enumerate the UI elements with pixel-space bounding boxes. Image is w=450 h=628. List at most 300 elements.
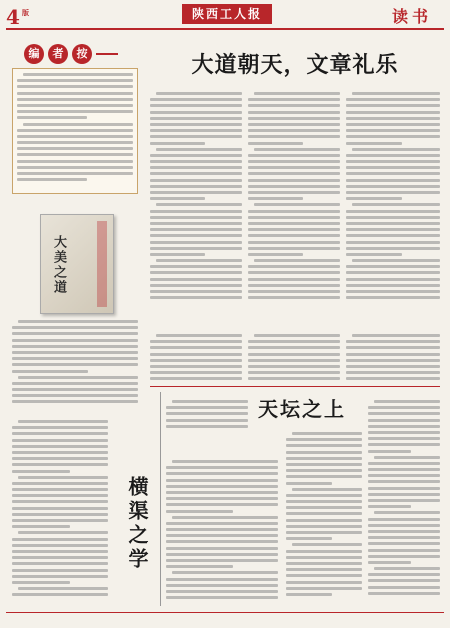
text-line: [368, 450, 411, 453]
text-line: [368, 468, 440, 471]
text-line: [346, 284, 440, 287]
text-line: [248, 117, 340, 120]
text-line: [166, 406, 248, 409]
text-line: [346, 185, 440, 188]
text-line: [368, 518, 440, 521]
text-line: [166, 419, 248, 422]
text-line: [150, 346, 242, 349]
text-line: [368, 524, 440, 527]
text-line: [248, 271, 340, 274]
text-line: [374, 400, 440, 403]
text-line: [18, 420, 108, 423]
text-line: [248, 210, 340, 213]
third-headline: 横渠之学: [125, 476, 149, 572]
text-line: [12, 339, 138, 342]
text-line: [248, 191, 340, 194]
text-line: [248, 228, 340, 231]
text-line: [248, 359, 340, 362]
text-line: [346, 142, 402, 145]
text-line: [368, 579, 440, 582]
text-line: [17, 178, 87, 181]
text-line: [286, 475, 362, 478]
text-line: [346, 365, 440, 368]
text-line: [166, 590, 278, 593]
text-line: [150, 216, 242, 219]
text-line: [12, 463, 108, 466]
text-line: [17, 153, 133, 156]
text-line: [248, 234, 340, 237]
text-line: [286, 550, 362, 553]
main-article-column-1-cont: [150, 334, 242, 384]
text-line: [346, 135, 440, 138]
text-line: [12, 326, 138, 329]
book-cover-stripe: [97, 221, 107, 307]
text-line: [346, 271, 440, 274]
main-article-column-2-cont: [248, 334, 340, 384]
text-line: [248, 241, 340, 244]
editor-note-rule: [96, 53, 118, 55]
text-line: [12, 426, 108, 429]
text-line: [12, 507, 108, 510]
text-line: [248, 216, 340, 219]
text-line: [368, 462, 440, 465]
text-line: [368, 443, 440, 446]
text-line: [12, 482, 108, 485]
text-line: [286, 512, 362, 515]
text-line: [286, 587, 362, 590]
text-line: [166, 510, 233, 513]
text-line: [292, 543, 362, 546]
text-line: [286, 531, 362, 534]
text-line: [150, 359, 242, 362]
text-line: [18, 476, 108, 479]
text-line: [12, 593, 108, 596]
text-line: [286, 519, 362, 522]
text-line: [286, 537, 332, 540]
text-line: [286, 482, 332, 485]
text-line: [150, 365, 242, 368]
text-line: [150, 111, 242, 114]
text-line: [150, 222, 242, 225]
text-line: [374, 511, 440, 514]
text-line: [248, 197, 303, 200]
main-article-column-2: [248, 92, 340, 302]
text-line: [150, 135, 242, 138]
text-line: [368, 592, 440, 595]
text-line: [12, 525, 70, 528]
main-article-column-1: [150, 92, 242, 302]
text-line: [346, 222, 440, 225]
text-line: [352, 148, 440, 151]
text-line: [286, 457, 362, 460]
text-line: [248, 365, 340, 368]
text-line: [286, 581, 362, 584]
text-line: [368, 493, 440, 496]
text-line: [12, 513, 108, 516]
text-line: [346, 98, 440, 101]
text-line: [156, 92, 242, 95]
text-line: [292, 488, 362, 491]
text-line: [12, 550, 108, 553]
text-line: [12, 382, 138, 385]
text-line: [166, 565, 233, 568]
text-line: [346, 104, 440, 107]
text-line: [286, 500, 362, 503]
text-line: [254, 148, 340, 151]
text-line: [374, 567, 440, 570]
text-line: [172, 400, 248, 403]
text-line: [17, 104, 133, 107]
text-line: [346, 371, 440, 374]
text-line: [156, 203, 242, 206]
text-line: [248, 172, 340, 175]
text-line: [248, 166, 340, 169]
text-line: [150, 197, 205, 200]
text-line: [346, 111, 440, 114]
text-line: [150, 210, 242, 213]
text-line: [150, 284, 242, 287]
editor-note-char-2: 者: [48, 44, 68, 64]
text-line: [150, 185, 242, 188]
text-line: [346, 210, 440, 213]
text-line: [368, 431, 440, 434]
text-line: [368, 425, 440, 428]
text-line: [12, 562, 108, 565]
main-article-column-3-cont: [346, 334, 440, 384]
text-line: [166, 522, 278, 525]
text-line: [150, 154, 242, 157]
text-line: [12, 363, 138, 366]
text-line: [12, 345, 138, 348]
text-line: [368, 530, 440, 533]
text-line: [248, 123, 340, 126]
text-line: [286, 463, 362, 466]
text-line: [346, 123, 440, 126]
book-cover-title: 大美之道: [51, 235, 66, 295]
text-line: [12, 569, 108, 572]
text-line: [346, 117, 440, 120]
text-line: [12, 370, 88, 373]
second-headline: 天坛之上: [258, 397, 346, 421]
text-line: [150, 104, 242, 107]
text-line: [346, 191, 440, 194]
text-line: [368, 561, 411, 564]
text-line: [346, 353, 440, 356]
text-line: [166, 485, 278, 488]
text-line: [12, 388, 138, 391]
text-line: [166, 491, 278, 494]
text-line: [352, 259, 440, 262]
text-line: [156, 259, 242, 262]
text-line: [248, 104, 340, 107]
editor-note-box: [12, 68, 138, 194]
text-line: [248, 290, 340, 293]
text-line: [346, 241, 440, 244]
text-line: [248, 222, 340, 225]
text-line: [18, 587, 108, 590]
text-line: [156, 148, 242, 151]
text-line: [248, 129, 340, 132]
text-line: [368, 480, 440, 483]
text-line: [346, 216, 440, 219]
page-number: 4: [6, 5, 20, 29]
text-line: [150, 142, 205, 145]
text-line: [368, 487, 440, 490]
text-line: [166, 503, 278, 506]
text-line: [346, 278, 440, 281]
text-line: [166, 534, 278, 537]
text-line: [248, 154, 340, 157]
text-line: [248, 340, 340, 343]
text-line: [17, 135, 133, 138]
text-line: [286, 593, 332, 596]
text-line: [346, 172, 440, 175]
text-line: [346, 154, 440, 157]
text-line: [352, 334, 440, 337]
text-line: [368, 555, 440, 558]
text-line: [12, 519, 108, 522]
text-line: [248, 185, 340, 188]
section-divider: [150, 386, 440, 387]
text-line: [374, 456, 440, 459]
text-line: [150, 234, 242, 237]
text-line: [248, 278, 340, 281]
text-line: [18, 320, 138, 323]
page-word: 版: [22, 9, 29, 17]
text-line: [248, 346, 340, 349]
text-line: [166, 559, 278, 562]
text-line: [368, 499, 440, 502]
text-line: [248, 135, 340, 138]
editor-note-char-3: 按: [72, 44, 92, 64]
text-line: [17, 116, 87, 119]
text-line: [17, 129, 133, 132]
text-line: [12, 500, 108, 503]
text-line: [254, 259, 340, 262]
text-line: [12, 556, 108, 559]
text-line: [368, 474, 440, 477]
text-line: [368, 505, 411, 508]
text-line: [166, 412, 248, 415]
text-line: [248, 353, 340, 356]
text-line: [150, 228, 242, 231]
column-rule: [160, 392, 161, 606]
text-line: [286, 451, 362, 454]
text-line: [156, 334, 242, 337]
text-line: [248, 296, 340, 299]
masthead: [6, 4, 444, 30]
text-line: [150, 123, 242, 126]
text-line: [150, 371, 242, 374]
text-line: [150, 278, 242, 281]
text-line: [17, 98, 133, 101]
text-line: [12, 357, 138, 360]
text-line: [346, 346, 440, 349]
text-line: [150, 253, 205, 256]
text-line: [166, 553, 278, 556]
text-line: [346, 247, 440, 250]
text-line: [17, 147, 133, 150]
text-line: [17, 160, 133, 163]
text-line: [248, 377, 340, 380]
text-line: [248, 265, 340, 268]
text-line: [172, 516, 278, 519]
text-line: [346, 340, 440, 343]
text-line: [368, 437, 440, 440]
text-line: [286, 506, 362, 509]
text-line: [150, 172, 242, 175]
text-line: [254, 92, 340, 95]
text-line: [346, 290, 440, 293]
text-line: [150, 160, 242, 163]
text-line: [368, 406, 440, 409]
second-article-column-1-cont: [166, 460, 278, 602]
text-line: [346, 160, 440, 163]
text-line: [172, 460, 278, 463]
text-line: [150, 247, 242, 250]
text-line: [248, 111, 340, 114]
text-line: [23, 73, 133, 76]
text-line: [166, 466, 278, 469]
text-line: [286, 444, 362, 447]
text-line: [346, 129, 440, 132]
text-line: [346, 179, 440, 182]
left-column-upper: [12, 320, 138, 407]
text-line: [286, 562, 362, 565]
text-line: [12, 451, 108, 454]
sub-meta-bar: [6, 32, 444, 40]
text-line: [18, 376, 138, 379]
text-line: [166, 547, 278, 550]
text-line: [352, 92, 440, 95]
text-line: [346, 197, 402, 200]
text-line: [166, 584, 278, 587]
text-line: [12, 445, 108, 448]
text-line: [150, 98, 242, 101]
text-line: [18, 531, 108, 534]
text-line: [166, 540, 278, 543]
text-line: [368, 536, 440, 539]
text-line: [166, 596, 278, 599]
text-line: [286, 494, 362, 497]
text-line: [150, 340, 242, 343]
text-line: [248, 179, 340, 182]
text-line: [248, 371, 340, 374]
text-line: [346, 253, 402, 256]
text-line: [254, 203, 340, 206]
text-line: [254, 334, 340, 337]
text-line: [150, 296, 242, 299]
text-line: [346, 166, 440, 169]
text-line: [166, 578, 278, 581]
text-line: [166, 528, 278, 531]
text-line: [166, 425, 248, 428]
text-line: [23, 123, 133, 126]
text-line: [286, 556, 362, 559]
main-headline: 大道朝天，文章礼乐: [191, 52, 399, 78]
text-line: [150, 290, 242, 293]
text-line: [17, 172, 133, 175]
text-line: [248, 160, 340, 163]
text-line: [346, 377, 440, 380]
text-line: [150, 265, 242, 268]
text-line: [248, 98, 340, 101]
page-footer: [6, 612, 444, 624]
text-line: [150, 377, 242, 380]
editor-note-badge: [24, 44, 120, 66]
text-line: [150, 353, 242, 356]
text-line: [346, 359, 440, 362]
text-line: [12, 457, 108, 460]
second-article-column-3: [368, 400, 440, 598]
text-line: [12, 439, 108, 442]
text-line: [248, 253, 303, 256]
second-article-column-2: [286, 432, 362, 599]
text-line: [286, 438, 362, 441]
editor-note-char-1: 编: [24, 44, 44, 64]
text-line: [17, 141, 133, 144]
text-line: [346, 296, 440, 299]
text-line: [150, 271, 242, 274]
text-line: [248, 284, 340, 287]
text-line: [12, 575, 108, 578]
text-line: [12, 544, 108, 547]
text-line: [12, 351, 138, 354]
text-line: [150, 129, 242, 132]
text-line: [12, 394, 138, 397]
text-line: [150, 166, 242, 169]
text-line: [166, 479, 278, 482]
text-line: [368, 419, 440, 422]
second-article-column-1: [166, 400, 248, 431]
text-line: [17, 92, 133, 95]
text-line: [12, 488, 108, 491]
text-line: [17, 166, 133, 169]
paper-logo: 陕西工人报: [182, 4, 272, 24]
text-line: [12, 470, 70, 473]
text-line: [17, 85, 133, 88]
text-line: [150, 191, 242, 194]
text-line: [12, 332, 138, 335]
text-line: [368, 412, 440, 415]
text-line: [172, 571, 278, 574]
text-line: [12, 581, 70, 584]
text-line: [346, 234, 440, 237]
text-line: [150, 241, 242, 244]
text-line: [150, 117, 242, 120]
text-line: [166, 497, 278, 500]
book-cover-image: [40, 214, 114, 314]
text-line: [286, 525, 362, 528]
text-line: [368, 549, 440, 552]
text-line: [12, 538, 108, 541]
text-line: [292, 432, 362, 435]
text-line: [352, 203, 440, 206]
text-line: [248, 142, 303, 145]
main-article-column-3: [346, 92, 440, 302]
text-line: [166, 472, 278, 475]
text-line: [12, 400, 138, 403]
text-line: [286, 469, 362, 472]
text-line: [368, 586, 440, 589]
text-line: [12, 432, 108, 435]
section-name: 读书: [391, 7, 432, 26]
text-line: [286, 574, 362, 577]
text-line: [12, 494, 108, 497]
text-line: [368, 542, 440, 545]
text-line: [17, 79, 133, 82]
text-line: [346, 228, 440, 231]
